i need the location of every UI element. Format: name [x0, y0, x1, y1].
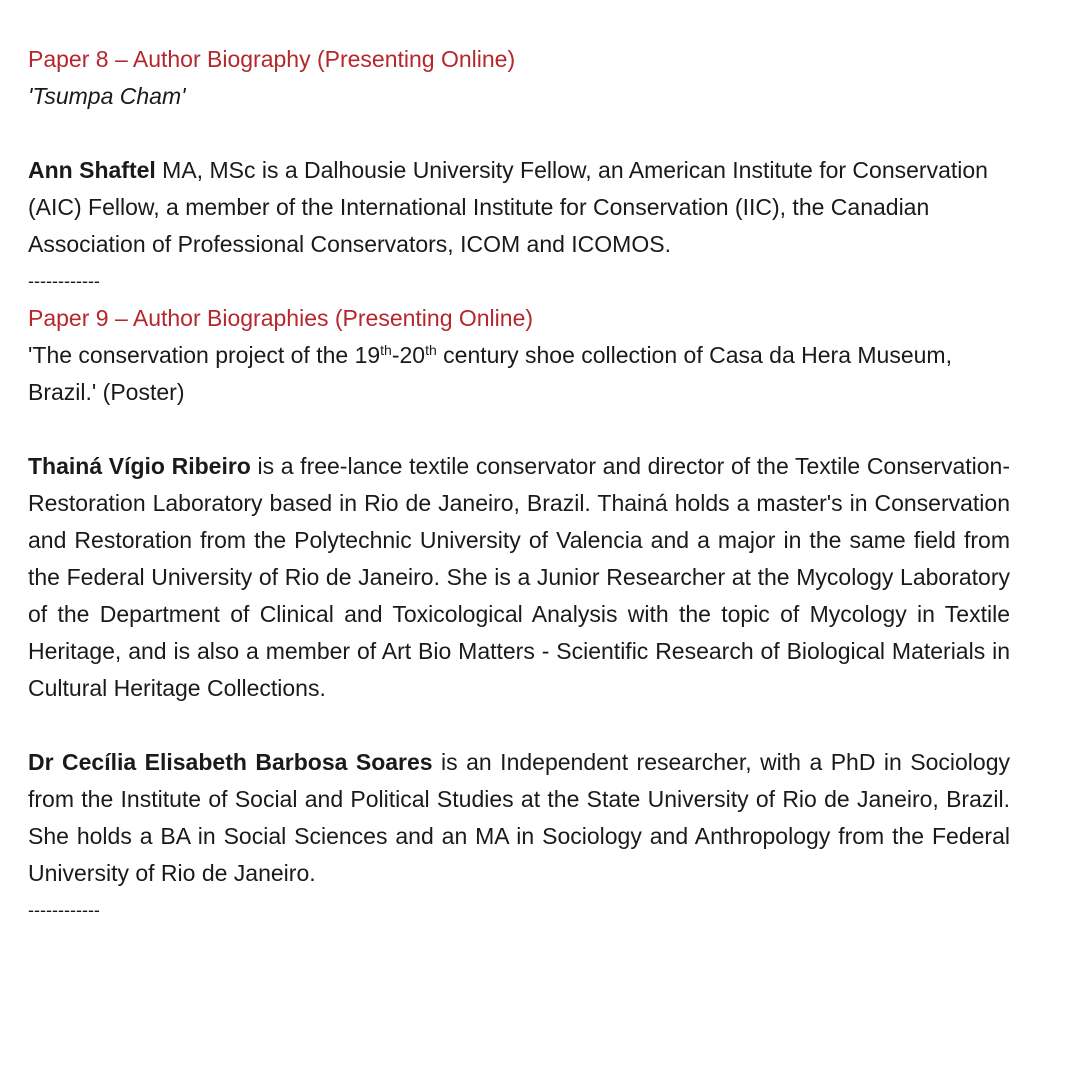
ann-shaftel-bio-text: MA, MSc is a Dalhousie University Fellow, an American Institute for Conservation (AIC) Fellow, a member of the International Institute for Conservation (IIC), the Canadian Association of Professional Conservators, ICOM and ICOMOS.	[28, 157, 988, 257]
paper-9-title-part-2: -20	[391, 342, 426, 368]
paper-9-title-superscript-2: th	[425, 342, 437, 358]
author-name-cecilia-soares: Dr Cecília Elisabeth Barbosa Soares	[28, 749, 433, 775]
paper-9-title-part-1: 'The conservation project of the 19	[28, 342, 381, 368]
thaina-ribeiro-bio	[28, 448, 1010, 707]
section-divider: ------------	[28, 271, 100, 291]
author-name-ann-shaftel: Ann Shaftel	[28, 157, 156, 183]
document-page	[28, 41, 1010, 929]
paper-9-heading: Paper 9 – Author Biographies (Presenting Online)	[28, 305, 534, 331]
paper-9-title-superscript-1: th	[380, 342, 392, 358]
spacer	[28, 707, 1010, 744]
paper-9-title-part-3: century shoe collection of Casa da Hera Museum, Brazil.' (Poster)	[28, 342, 952, 405]
paper-9-title	[28, 337, 1010, 411]
spacer	[28, 115, 1010, 152]
paper-8-section	[28, 41, 1010, 263]
section-divider: ------------	[28, 900, 100, 920]
spacer	[28, 411, 1010, 448]
paper-8-title: 'Tsumpa Cham'	[28, 83, 186, 109]
paper-9-section	[28, 300, 1010, 892]
cecilia-soares-bio	[28, 744, 1010, 892]
author-name-thaina-ribeiro: Thainá Vígio Ribeiro	[28, 453, 251, 479]
thaina-ribeiro-bio-text: is a free-lance textile conservator and director of the Textile Conservation-Restoration Laboratory based in Rio de Janeiro, Brazil. Thainá holds a master's in Conservation and Restoration from the Polytechnic University of Valencia and a major in the same field from the Federal University of Rio de Janeiro. She is a Junior Researcher at the Mycology Laboratory of the Department of Clinical and Toxicological Analysis with the topic of Mycology in Textile Heritage, and is also a member of Art Bio Matters - Scientific Research of Biological Materials in Cultural Heritage Collections.	[28, 453, 1010, 701]
ann-shaftel-bio	[28, 152, 1010, 263]
paper-8-heading: Paper 8 – Author Biography (Presenting Online)	[28, 46, 516, 72]
cecilia-soares-bio-text: is an Independent researcher, with a PhD in Sociology from the Institute of Social and Political Studies at the State University of Rio de Janeiro, Brazil. She holds a BA in Social Sciences and an MA in Sociology and Anthropology from the Federal University of Rio de Janeiro.	[28, 749, 1011, 886]
